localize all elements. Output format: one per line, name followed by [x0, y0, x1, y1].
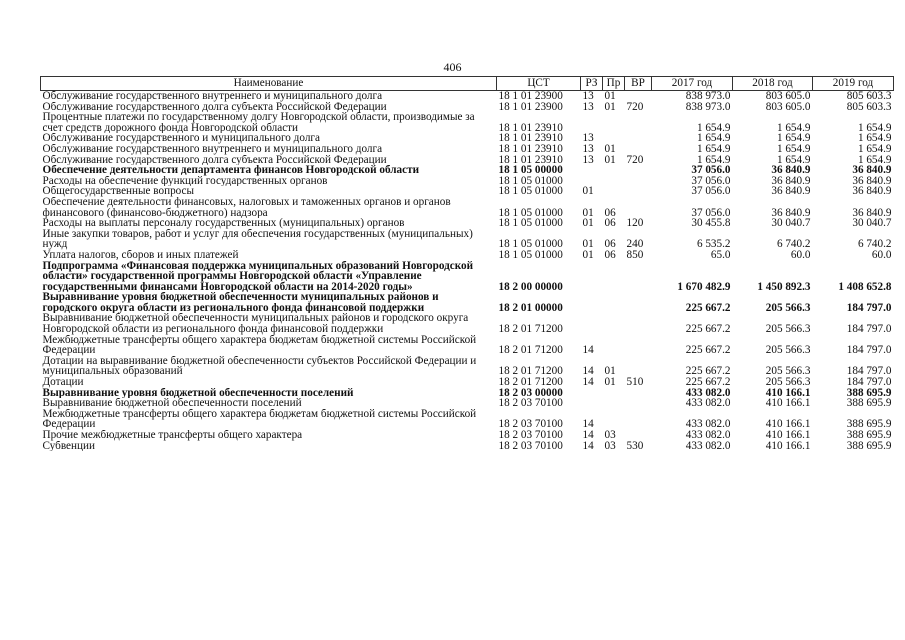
row-vr: 120 — [626, 218, 644, 229]
row-2017: 1 670 482.9 — [677, 280, 731, 293]
row-name: Выравнивание уровня бюджетной обеспеченности муниципальных районов и городского округа области из регионального фонда финансовой поддержки — [42, 292, 439, 314]
row-2019: 388 695.9 — [846, 418, 892, 430]
row-2019: 1 654.9 — [857, 143, 892, 155]
row-cst: 18 2 01 71200 — [498, 365, 563, 378]
row-rz: 13 — [582, 133, 594, 144]
table-row — [41, 335, 894, 356]
row-pr: 01 — [604, 365, 616, 378]
row-pr — [603, 186, 625, 197]
row-vr — [625, 261, 652, 293]
row-cst: 18 1 05 00000 — [498, 165, 563, 176]
row-2017: 433 082.0 — [685, 418, 731, 430]
row-vr — [625, 112, 652, 133]
row-2018: 205 566.3 — [765, 301, 811, 314]
row-2017: 225 667.2 — [685, 344, 731, 356]
row-name: Дотации на выравнивание бюджетной обеспеченности субъектов Российской Федерации и муниципальных образований — [42, 355, 477, 378]
table-row — [41, 176, 894, 187]
row-2017: 838 973.0 — [685, 90, 731, 102]
row-rz — [581, 398, 603, 409]
row-name: Обеспечение деятельности департамента финансов Новгородской области — [42, 165, 420, 176]
budget-table — [40, 76, 894, 451]
table-row — [41, 441, 894, 452]
row-vr: 720 — [626, 154, 644, 166]
row-pr — [603, 261, 625, 293]
row-2018: 205 566.3 — [765, 323, 811, 335]
row-name: Обслуживание государственного долга субъекта Российской Федерации — [42, 101, 387, 113]
row-2019: 184 797.0 — [846, 323, 892, 335]
row-2019: 36 840.9 — [852, 165, 892, 176]
table-row — [41, 409, 894, 430]
row-2018: 410 166.1 — [765, 418, 811, 430]
row-2019: 36 840.9 — [852, 186, 892, 197]
table-row — [41, 218, 894, 229]
row-2019: 184 797.0 — [846, 365, 892, 378]
row-2019: 1 654.9 — [857, 133, 892, 144]
row-name: Расходы на обеспечение функций государственных органов — [42, 175, 328, 187]
row-cst: 18 2 01 71200 — [498, 377, 563, 388]
row-2017: 433 082.0 — [685, 440, 731, 452]
table-row — [41, 165, 894, 176]
row-2018: 205 566.3 — [765, 365, 811, 378]
row-name: Обслуживание государственного и муниципального долга — [42, 133, 320, 144]
row-2017: 225 667.2 — [685, 365, 731, 378]
table-row — [41, 388, 894, 399]
row-2018: 36 840.9 — [771, 175, 811, 187]
row-name: Межбюджетные трансферты общего характера бюджетам бюджетной системы Российской Федерации — [42, 408, 477, 430]
row-cst: 18 2 01 71200 — [498, 323, 563, 335]
row-2017: 1 654.9 — [696, 154, 731, 166]
row-name: Выравнивание бюджетной обеспеченности поселений — [42, 398, 302, 409]
row-2018: 36 840.9 — [771, 186, 811, 197]
row-2019: 36 840.9 — [852, 175, 892, 187]
row-2019: 388 695.9 — [846, 398, 892, 409]
row-cst: 18 1 05 01000 — [498, 238, 563, 250]
page-number: 406 — [443, 60, 462, 74]
row-cst: 18 1 01 23900 — [498, 90, 563, 102]
row-name: Обслуживание государственного внутреннего и муниципального долга — [42, 143, 383, 155]
row-cst: 18 2 01 71200 — [498, 344, 563, 356]
row-rz: 01 — [582, 249, 594, 261]
row-pr — [603, 112, 625, 133]
row-cst: 18 1 05 01000 — [498, 218, 563, 229]
row-vr — [625, 186, 652, 197]
row-name: Расходы на выплаты персоналу государственных (муниципальных) органов — [42, 218, 405, 229]
row-rz: 14 — [582, 344, 594, 356]
table-row — [41, 229, 894, 250]
row-vr — [625, 356, 652, 377]
row-2018: 410 166.1 — [765, 430, 811, 441]
row-cst: 18 2 03 70100 — [498, 418, 563, 430]
header-vr: ВР — [625, 77, 652, 91]
row-2017: 225 667.2 — [685, 377, 731, 388]
row-2017: 30 455.8 — [691, 218, 731, 229]
row-2019: 184 797.0 — [846, 377, 892, 388]
row-2017: 1 654.9 — [696, 121, 731, 134]
row-vr — [625, 313, 652, 334]
row-pr — [603, 133, 625, 144]
row-2018: 36 840.9 — [771, 206, 811, 219]
row-pr: 01 — [604, 143, 616, 155]
row-name: Обслуживание государственного долга субъекта Российской Федерации — [42, 154, 387, 166]
row-rz: 14 — [582, 365, 594, 378]
row-2018: 410 166.1 — [765, 387, 811, 399]
row-2018: 60.0 — [790, 249, 811, 261]
row-rz — [581, 176, 603, 187]
row-pr: 01 — [604, 101, 616, 113]
row-2017: 433 082.0 — [685, 387, 731, 399]
row-rz — [581, 165, 603, 176]
row-2017: 433 082.0 — [685, 398, 731, 409]
row-2019: 36 840.9 — [852, 206, 892, 219]
row-cst: 18 1 01 23910 — [498, 154, 563, 166]
table-row — [41, 250, 894, 261]
row-cst: 18 2 03 00000 — [498, 387, 563, 399]
row-2018: 6 740.2 — [776, 238, 811, 250]
row-vr — [625, 398, 652, 409]
row-pr — [603, 388, 625, 399]
row-2018: 30 040.7 — [771, 218, 811, 229]
row-vr: 850 — [626, 249, 644, 261]
row-2018: 803 605.0 — [765, 90, 811, 102]
header-name: Наименование — [41, 77, 497, 91]
row-vr — [625, 388, 652, 399]
table-header — [41, 77, 894, 91]
row-vr — [625, 176, 652, 187]
row-2017: 838 973.0 — [685, 101, 731, 113]
row-rz — [581, 313, 603, 334]
row-name: Субвенции — [42, 440, 95, 452]
table-row — [41, 112, 894, 133]
row-2018: 410 166.1 — [765, 440, 811, 452]
table-row — [41, 133, 894, 144]
row-cst: 18 2 03 70100 — [498, 430, 563, 441]
row-2018: 205 566.3 — [765, 344, 811, 356]
row-rz: 13 — [582, 101, 594, 113]
row-rz: 13 — [582, 154, 594, 166]
header-rz: РЗ — [581, 77, 603, 91]
row-2019: 1 654.9 — [857, 154, 892, 166]
row-2018: 803 605.0 — [765, 101, 811, 113]
row-cst: 18 1 01 23900 — [498, 101, 563, 113]
row-2018: 1 654.9 — [776, 133, 811, 144]
row-pr: 01 — [604, 154, 616, 166]
row-2017: 37 056.0 — [691, 186, 731, 197]
row-2019: 6 740.2 — [857, 238, 892, 250]
row-rz — [581, 388, 603, 399]
table-body — [41, 91, 894, 452]
row-vr — [625, 197, 652, 218]
row-name: Процентные платежи по государственному долгу Новгородской области, производимые за счет средств дорожного фонда Новгородской области — [42, 112, 475, 134]
table-row — [41, 91, 894, 102]
row-vr: 240 — [626, 238, 644, 250]
table-row — [41, 377, 894, 388]
table-row — [41, 430, 894, 441]
row-name: Обеспечение деятельности финансовых, налоговых и таможенных органов и органов финансового (финансово-бюджетного) надзора — [42, 196, 451, 219]
row-2019: 30 040.7 — [852, 218, 892, 229]
table-row — [41, 261, 894, 293]
row-2018: 1 654.9 — [776, 121, 811, 134]
row-2018: 410 166.1 — [765, 398, 811, 409]
row-2019: 388 695.9 — [846, 440, 892, 452]
row-rz — [581, 112, 603, 133]
row-2017: 65.0 — [710, 249, 731, 261]
row-name: Прочие межбюджетные трансферты общего характера — [42, 430, 303, 441]
row-2017: 433 082.0 — [685, 430, 731, 441]
row-cst: 18 1 01 23910 — [498, 121, 563, 134]
row-cst: 18 2 03 70100 — [498, 440, 563, 452]
row-2017: 225 667.2 — [685, 301, 731, 314]
row-rz: 01 — [582, 238, 594, 250]
row-rz: 14 — [582, 418, 594, 430]
row-cst: 18 1 05 01000 — [498, 186, 563, 197]
row-2019: 805 603.3 — [846, 101, 892, 113]
row-name: Уплата налогов, сборов и иных платежей — [42, 249, 239, 261]
row-cst: 18 1 05 01000 — [498, 249, 563, 261]
header-2018: 2018 год — [733, 77, 813, 91]
table-row — [41, 313, 894, 334]
row-pr: 01 — [604, 377, 616, 388]
row-2018: 1 654.9 — [776, 143, 811, 155]
row-cst: 18 2 00 00000 — [498, 280, 563, 293]
row-name: Общегосударственные вопросы — [42, 186, 195, 197]
row-pr: 01 — [604, 90, 616, 102]
header-2019: 2019 год — [813, 77, 894, 91]
row-cst: 18 1 01 23910 — [498, 133, 563, 144]
row-cst: 18 1 05 01000 — [498, 206, 563, 219]
row-2019: 388 695.9 — [846, 387, 892, 399]
row-cst: 18 1 05 01000 — [498, 175, 563, 187]
row-vr — [625, 409, 652, 430]
row-vr — [625, 91, 652, 102]
row-rz — [581, 261, 603, 293]
table-row — [41, 102, 894, 113]
row-rz: 01 — [582, 218, 594, 229]
row-pr: 03 — [604, 430, 616, 441]
row-2017: 37 056.0 — [691, 175, 731, 187]
row-cst: 18 1 01 23910 — [498, 143, 563, 155]
table-row — [41, 155, 894, 166]
row-2019: 184 797.0 — [846, 344, 892, 356]
row-name: Подпрограмма «Финансовая поддержка муниципальных образований Новгородской области» государственной программы Новгородской области «Управление государственными финансами Новгородской области на 2014-2020 годы» — [42, 260, 474, 293]
table-row — [41, 144, 894, 155]
row-pr: 06 — [604, 238, 616, 250]
row-2017: 37 056.0 — [691, 165, 731, 176]
row-2018: 1 654.9 — [776, 154, 811, 166]
table-row — [41, 186, 894, 197]
row-2018: 1 450 892.3 — [757, 280, 811, 293]
row-rz: 13 — [582, 90, 594, 102]
header-pr: Пр — [603, 77, 625, 91]
header-cst: ЦСТ — [497, 77, 581, 91]
row-pr — [603, 292, 625, 313]
row-pr: 06 — [604, 206, 616, 219]
row-2017: 1 654.9 — [696, 143, 731, 155]
row-pr — [603, 409, 625, 430]
row-rz: 14 — [582, 377, 594, 388]
row-name: Выравнивание бюджетной обеспеченности муниципальных районов и городского округа Новгородской области из регионального фонда финансовой поддержки — [42, 313, 469, 335]
row-name: Иные закупки товаров, работ и услуг для обеспечения государственных (муниципальных) нужд — [42, 228, 473, 250]
row-2019: 805 603.3 — [846, 90, 892, 102]
row-pr: 06 — [604, 218, 616, 229]
row-vr — [625, 165, 652, 176]
row-2019: 184 797.0 — [846, 301, 892, 314]
row-pr: 03 — [604, 440, 616, 452]
row-pr — [603, 313, 625, 334]
row-2018: 36 840.9 — [771, 165, 811, 176]
row-2018: 205 566.3 — [765, 377, 811, 388]
row-2017: 1 654.9 — [696, 133, 731, 144]
row-vr — [625, 133, 652, 144]
row-2017: 6 535.2 — [696, 238, 731, 250]
row-pr — [603, 398, 625, 409]
row-rz: 01 — [582, 206, 594, 219]
row-rz: 01 — [582, 186, 594, 197]
row-name: Дотации — [42, 377, 84, 388]
row-name: Межбюджетные трансферты общего характера бюджетам бюджетной системы Российской Федерации — [42, 334, 477, 356]
row-2017: 225 667.2 — [685, 323, 731, 335]
row-pr — [603, 165, 625, 176]
row-name: Выравнивание уровня бюджетной обеспеченности поселений — [42, 387, 354, 399]
row-rz — [581, 292, 603, 313]
row-vr: 530 — [626, 440, 644, 452]
row-2019: 1 654.9 — [857, 121, 892, 134]
row-name: Обслуживание государственного внутреннего и муниципального долга — [42, 90, 383, 102]
row-rz: 13 — [582, 143, 594, 155]
row-cst: 18 2 01 00000 — [498, 301, 563, 314]
row-2017: 37 056.0 — [691, 206, 731, 219]
row-pr: 06 — [604, 249, 616, 261]
table-row — [41, 292, 894, 313]
header-row — [41, 77, 894, 91]
row-2019: 1 408 652.8 — [838, 280, 892, 293]
row-vr — [625, 292, 652, 313]
row-pr — [603, 176, 625, 187]
row-vr — [625, 335, 652, 356]
table-row — [41, 398, 894, 409]
row-cst: 18 2 03 70100 — [498, 398, 563, 409]
row-rz: 14 — [582, 440, 594, 452]
row-vr — [625, 430, 652, 441]
row-2019: 388 695.9 — [846, 430, 892, 441]
row-2019: 60.0 — [871, 249, 892, 261]
row-pr — [603, 335, 625, 356]
table-row — [41, 197, 894, 218]
header-2017: 2017 год — [652, 77, 733, 91]
table-row — [41, 356, 894, 377]
row-vr — [625, 144, 652, 155]
row-rz: 14 — [582, 430, 594, 441]
row-vr: 720 — [626, 101, 644, 113]
row-vr: 510 — [626, 377, 644, 388]
